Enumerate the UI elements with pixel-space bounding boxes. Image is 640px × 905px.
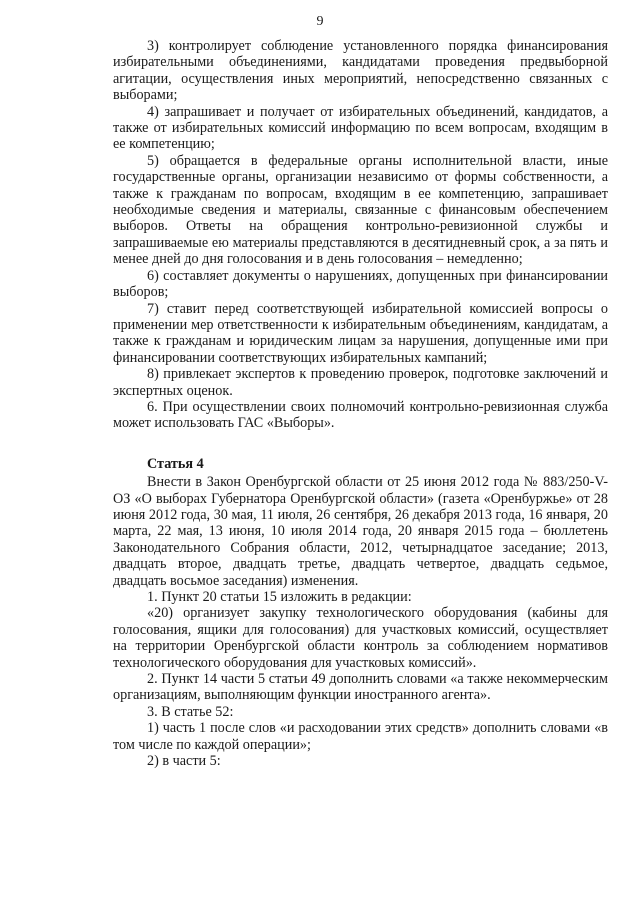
article-intro-paragraph: Внести в Закон Оренбургской области от 25 июня 2012 года № 883/250-V-ОЗ «О выборах Губернатора Оренбургской области» (газета «Оренбуржье» от 28 июня 2012 года, 30 мая, 11 июля, 26 сентября, 26 декабря 2013 года, 16 января, 20 марта, 22 мая, 13 июня, 10 июля 2014 года, 20 января 2015 года – бюллетень Законодательного Собрания области, 2012, четырнадцатое заседание; 2013, двадцать второе, двадцать третье, двадцать четвертое, двадцать седьмое, двадцать восьмое заседания) изменения. <box>113 474 608 589</box>
paragraph-item-6: 6) составляет документы о нарушениях, допущенных при финансировании выборов; <box>113 267 608 301</box>
page-number: 9 <box>316 14 324 29</box>
amendment-2-paragraph: 2. Пункт 14 части 5 статьи 49 дополнить словами «а также некоммерческим организациям, выполняющим функции иностранного агента». <box>113 671 608 704</box>
paragraph-item-7: 7) ставит перед соответствующей избирательной комиссией вопросы о применении мер ответственности к избирательным объединениям, кандидатам, а также к гражданам и юридическим лицам за нарушения, допущенные ими при финансировании соответствующих избирательных кампаний; <box>113 300 608 366</box>
amendment-3-item-2: 2) в части 5: <box>147 753 221 770</box>
amendment-1-text: «20) организует закупку технологического оборудования (кабины для голосования, ящики для голосования) для участковых комиссий, осуществляет на территории Оренбургской области контроль за соблюдением нормативов технологического оборудования для участковых комиссий». <box>113 605 608 671</box>
paragraph-part-6: 6. При осуществлении своих полномочий контрольно-ревизионная служба может использовать ГАС «Выборы». <box>113 398 608 432</box>
paragraph-item-4: 4) запрашивает и получает от избирательных объединений, кандидатов, а также от избирательных комиссий информацию по всем вопросам, входящим в ее компетенцию; <box>113 103 608 153</box>
paragraph-item-8: 8) привлекает экспертов к проведению проверок, подготовке заключений и экспертных оценок. <box>113 366 608 399</box>
article-heading: Статья 4 <box>147 455 204 472</box>
amendment-3-item-1: 1) часть 1 после слов «и расходовании этих средств» дополнить словами «в том числе по каждой операции»; <box>113 720 608 753</box>
paragraph-item-3: 3) контролирует соблюдение установленного порядка финансирования избирательными объединениями, кандидатами проведения предвыборной агитации, осуществления иных мероприятий, непосредственно связанных с выборами; <box>113 38 608 104</box>
amendment-1-paragraph: 1. Пункт 20 статьи 15 изложить в редакции: <box>147 589 412 605</box>
amendment-3-paragraph: 3. В статье 52: <box>147 703 234 720</box>
document-body <box>113 38 608 769</box>
paragraph-item-5: 5) обращается в федеральные органы исполнительной власти, иные государственные органы, организации независимо от формы собственности, а также к гражданам по вопросам, входящим в ее компетенцию, запрашивает необходимые сведения и материалы, связанные с финансовым обеспечением выборов. Ответы на обращения контрольно-ревизионной службы и запрашиваемые ею материалы представляются в десятидневный срок, а за пять и менее дней до дня голосования и в день голосования – немедленно; <box>113 152 608 268</box>
